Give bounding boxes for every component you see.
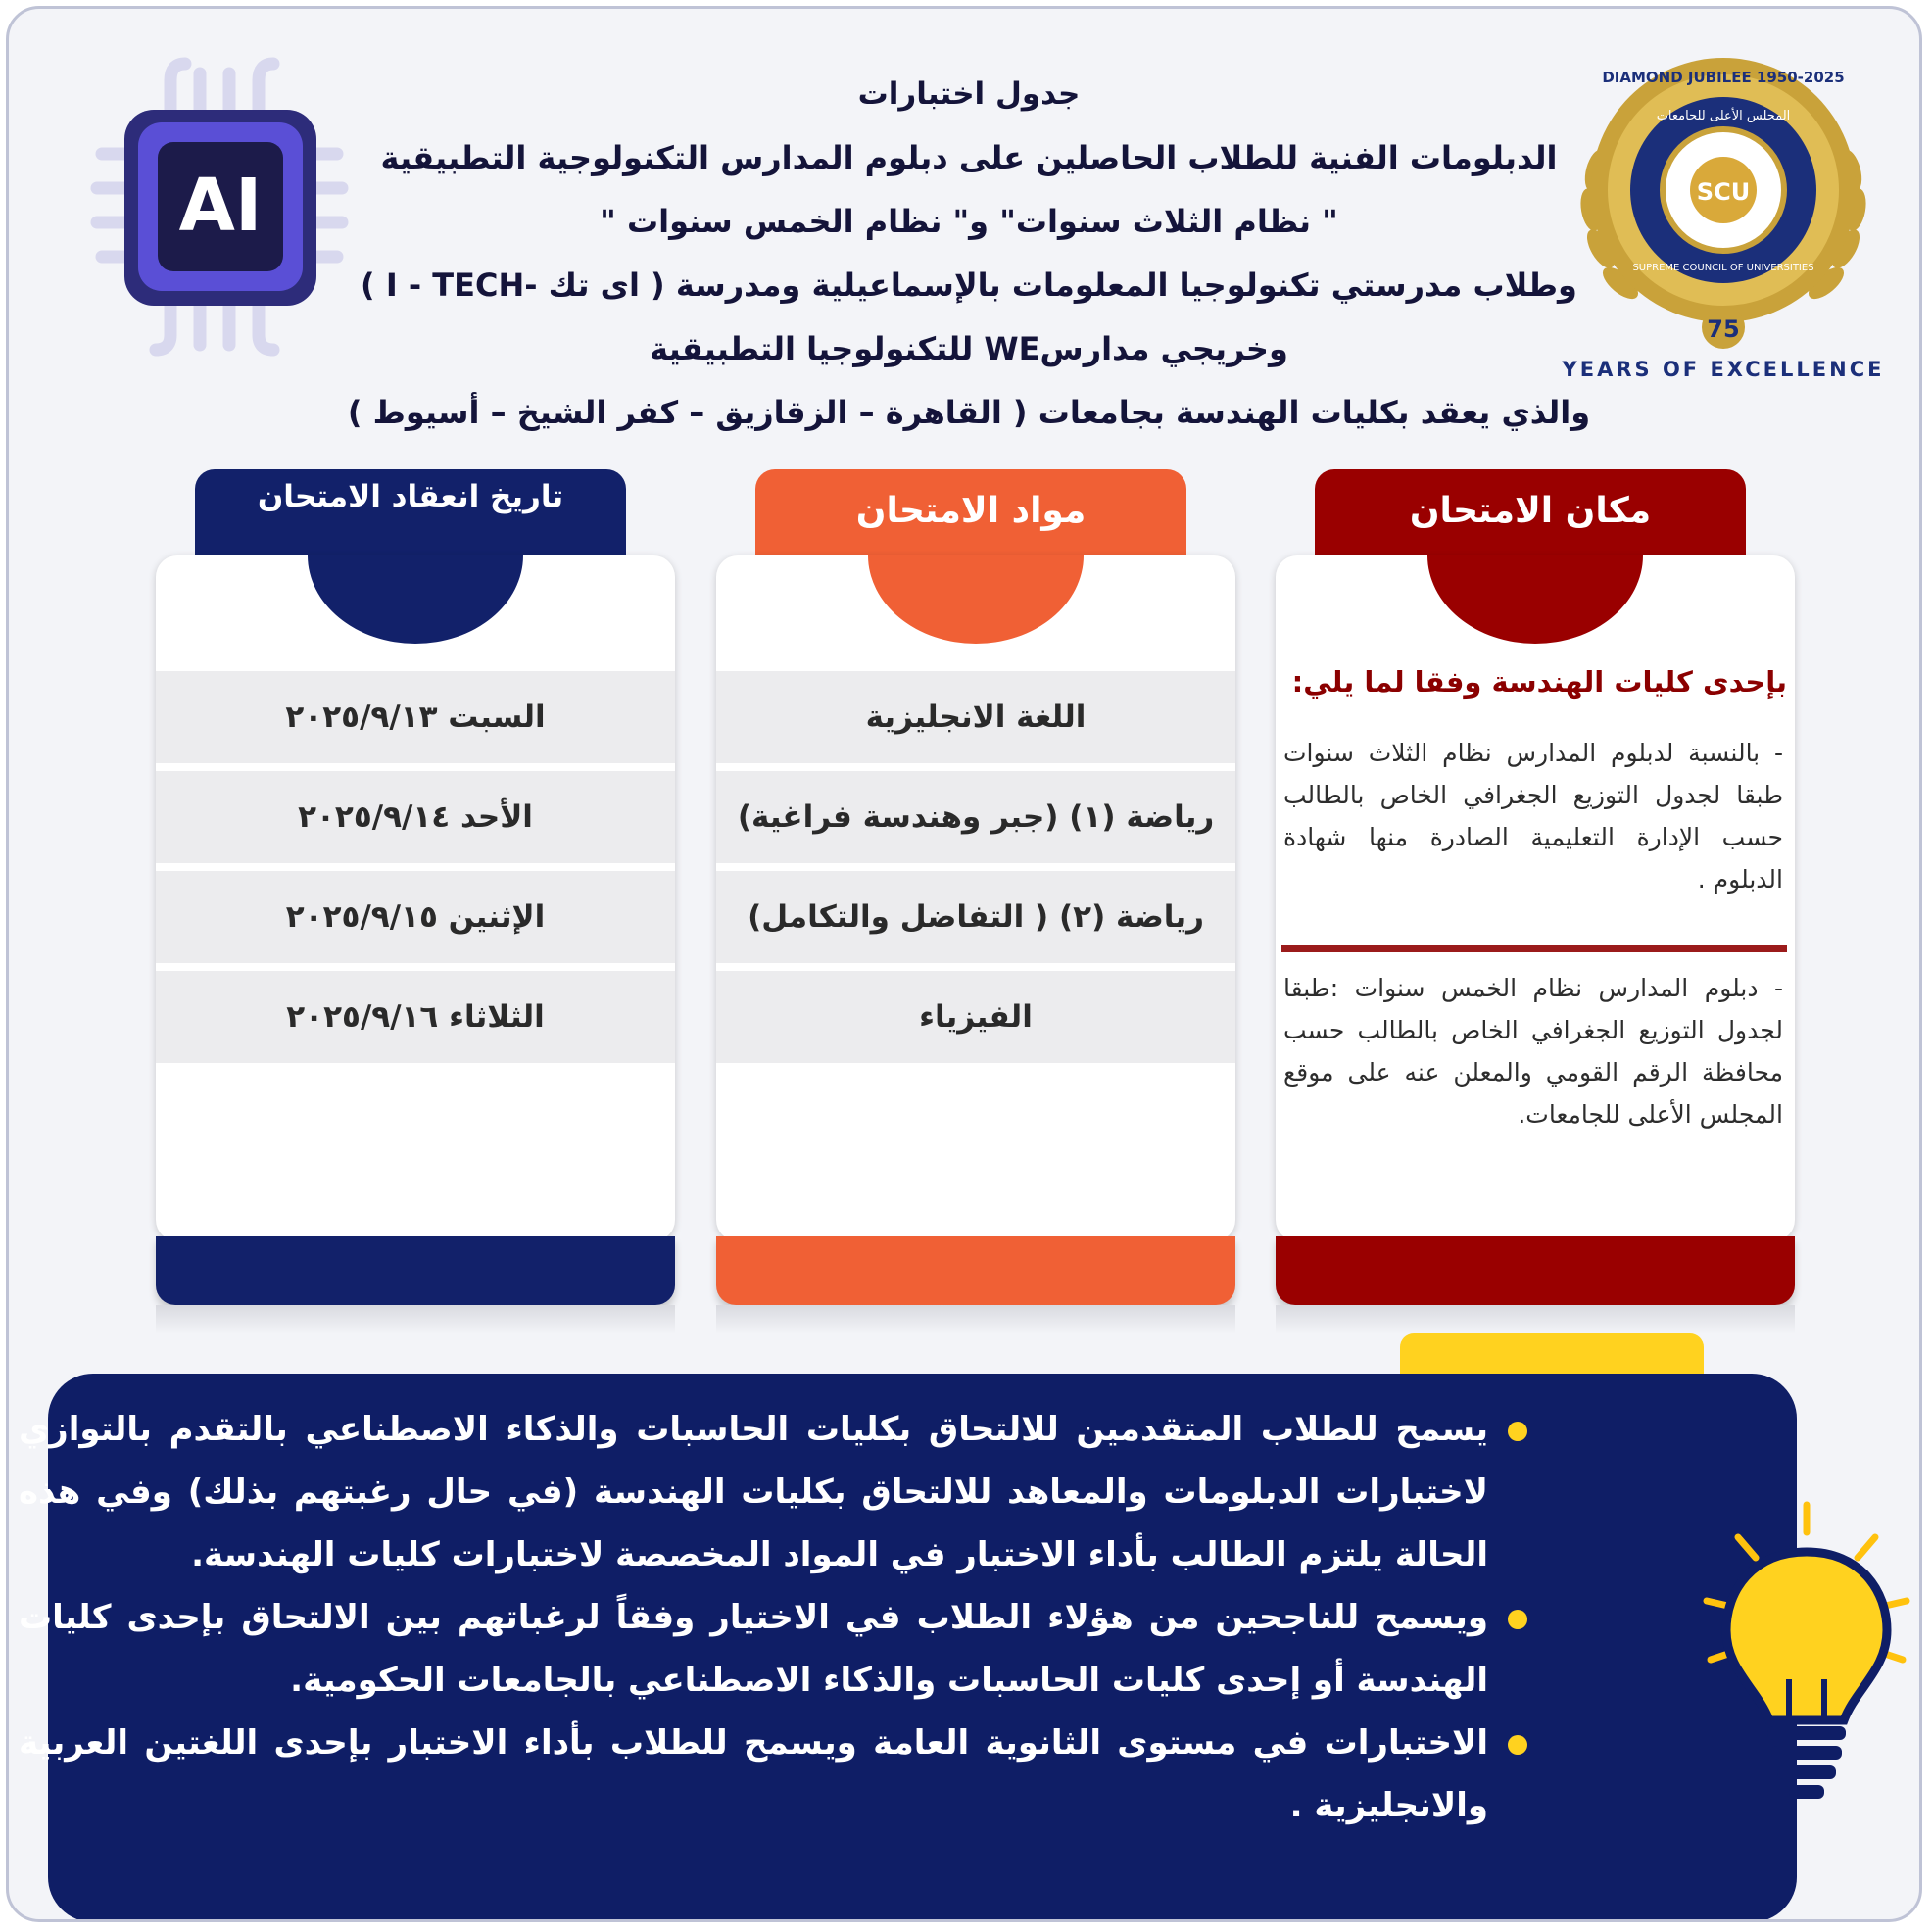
note-text: الاختبارات في مستوى الثانوية العامة ويسمح للطلاب بأداء الاختبار بإحدى اللغتين العربية والانجليزية . (19, 1723, 1488, 1825)
header-line-4: وطلاب مدرستي تكنولوجيا المعلومات بالإسماعيلية ومدرسة ( اى تك -I - TECH ) (361, 266, 1577, 304)
date-row: السبت ٢٠٢٥/٩/١٣ (156, 671, 675, 763)
place-paragraph-1: - بالنسبة لدبلوم المدارس نظام الثلاث سنوات طبقا لجدول التوزيع الجغرافي الخاص بالطالب حسب الإدارة التعليمية الصادرة منها شهادة الدبلوم . (1283, 739, 1783, 894)
note-item (19, 1398, 1527, 1586)
lightbulb-icon (1699, 1493, 1922, 1816)
notes-list (19, 1398, 1527, 1837)
subject-row: رياضة (٢) ( التفاضل والتكامل) (716, 871, 1235, 963)
header-line-5: وخريجي مدارسWE للتكنولوجيا التطبيقية (650, 330, 1288, 367)
bullet-dot-icon (1508, 1610, 1527, 1629)
place-column-title: مكان الامتحان (1315, 469, 1746, 559)
ai-logo-text: AI (178, 164, 263, 248)
bullet-dot-icon (1508, 1422, 1527, 1441)
header-line-2: الدبلومات الفنية للطلاب الحاصلين على دبلوم المدارس التكنولوجية التطبيقية (380, 139, 1558, 176)
date-notch (308, 555, 523, 644)
place-bottom-bar (1276, 1236, 1795, 1305)
scu-75-text: 75 (1707, 315, 1740, 343)
notes-box (19, 1374, 1797, 1922)
place-shadow (1276, 1305, 1795, 1334)
date-rows (156, 671, 675, 1071)
subject-row: الفيزياء (716, 971, 1235, 1063)
subject-row: اللغة الانجليزية (716, 671, 1235, 763)
date-column-title: تاريخ انعقاد الامتحان (195, 469, 626, 559)
date-row: الإثنين ٢٠٢٥/٩/١٥ (156, 871, 675, 963)
date-shadow (156, 1305, 675, 1334)
subjects-bottom-bar (716, 1236, 1235, 1305)
ai-chip-logo (77, 56, 362, 360)
header-line-6: والذي يعقد بكليات الهندسة بجامعات ( القاهرة – الزقازيق – كفر الشيخ – أسيوط ) (347, 394, 1591, 431)
scu-top-text: DIAMOND JUBILEE 1950-2025 (1602, 69, 1845, 86)
scu-center-text: SCU (1696, 178, 1751, 206)
note-text: ويسمح للناجحين من هؤلاء الطلاب في الاختيار وفقاً لرغباتهم بين الالتحاق بإحدى كليات الهندسة أو إحدى كليات الحاسبات والذكاء الاصطناعي بالجامعات الحكومية. (19, 1598, 1488, 1700)
page-header (332, 63, 1606, 445)
date-row: الثلاثاء ٢٠٢٥/٩/١٦ (156, 971, 675, 1063)
note-item (19, 1712, 1527, 1837)
place-divider (1281, 945, 1787, 952)
subject-row: رياضة (١) (جبر وهندسة فراغية) (716, 771, 1235, 863)
place-paragraph-2: - دبلوم المدارس نظام الخمس سنوات :طبقا لجدول التوزيع الجغرافي الخاص بالطالب حسب محافظة الرقم القومي والمعلن عنه على موقع المجلس الأعلى للجامعات. (1283, 974, 1783, 1129)
subjects-shadow (716, 1305, 1235, 1334)
note-text: يسمح للطلاب المتقدمين للالتحاق بكليات الحاسبات والذكاء الاصطناعي بالتقدم بالتوازي لاختبارات الدبلومات والمعاهد للالتحاق بكليات الهندسة (في حال رغبتهم بذلك) وفي هذه الحالة يلتزم الطالب بأداء الاختبار في المواد المخصصة لاختبارات كليات الهندسة. (19, 1410, 1488, 1574)
date-bottom-bar (156, 1236, 675, 1305)
subjects-notch (868, 555, 1084, 644)
note-item (19, 1586, 1527, 1712)
place-card (1276, 555, 1795, 1241)
header-title: جدول اختبارات (857, 76, 1081, 112)
scu-bottom-text: YEARS OF EXCELLENCE (1562, 358, 1885, 381)
page-frame (6, 6, 1922, 1922)
header-line-3: " نظام الثلاث سنوات" و" نظام الخمس سنوات " (600, 203, 1338, 240)
subjects-card (716, 555, 1235, 1241)
date-row: الأحد ٢٠٢٥/٩/١٤ (156, 771, 675, 863)
date-card (156, 555, 675, 1241)
scu-arabic-text: المجلس الأعلى للجامعات (1656, 109, 1791, 123)
bullet-dot-icon (1508, 1735, 1527, 1755)
scu-ring-text: SUPREME COUNCIL OF UNIVERSITIES (1632, 263, 1814, 273)
place-heading: بإحدى كليات الهندسة وفقا لما يلي: (1291, 665, 1787, 699)
subjects-rows (716, 671, 1235, 1071)
subjects-column-title: مواد الامتحان (755, 469, 1186, 559)
